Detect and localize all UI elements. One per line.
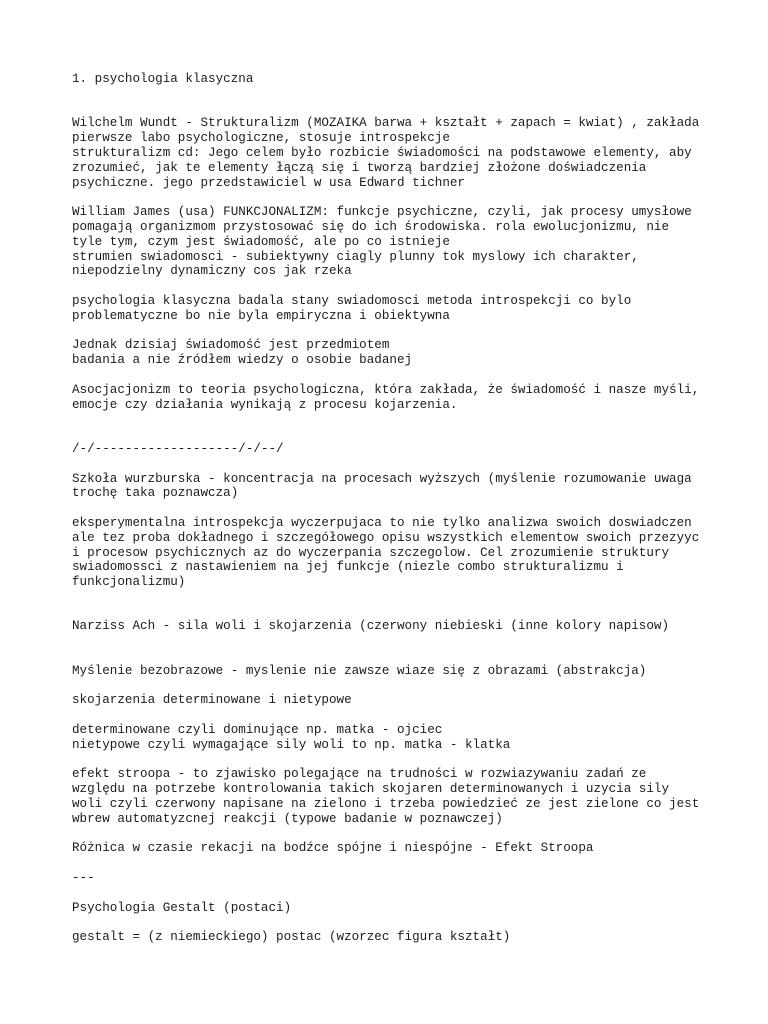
text-line: efekt stroopa - to zjawisko polegające na trudności w rozwiazywaniu zadań ze bbox=[72, 767, 647, 782]
paragraph-wundt bbox=[72, 116, 732, 190]
paragraph-gap bbox=[72, 368, 732, 383]
paragraph-gap bbox=[72, 753, 732, 768]
text-line: zrozumieć, jak te elementy łączą się i tworzą bardziej złożone doświadczenia bbox=[72, 160, 647, 175]
text-line: psychologia klasyczna badala stany swiadomosci metoda introspekcji co bylo bbox=[72, 293, 632, 308]
text-line: problematyczne bo nie byla empiryczna i obiektywna bbox=[72, 308, 450, 323]
text-line: strumien swiadomosci - subiektywny ciagly plunny tok myslowy ich charakter, bbox=[72, 249, 639, 264]
paragraph-gap bbox=[72, 708, 732, 723]
paragraph-gap bbox=[72, 679, 732, 694]
text-line: Myślenie bezobrazowe - myslenie nie zawsze wiaze się z obrazami (abstrakcja) bbox=[72, 663, 647, 678]
paragraph-klasyczna-badala bbox=[72, 294, 732, 324]
text-line: nietypowe czyli wymagające sily woli to np. matka - klatka bbox=[72, 737, 511, 752]
text-line: 1. psychologia klasyczna bbox=[72, 72, 254, 86]
text-line: badania a nie źródłem wiedzy o osobie badanej bbox=[72, 353, 413, 368]
paragraph-determinowane bbox=[72, 723, 732, 753]
text-line: względu na potrzebe kontrolowania takich skojaren determinowanych i uzycia sily bbox=[72, 782, 670, 797]
paragraph-wurzburska bbox=[72, 472, 732, 502]
paragraph-james bbox=[72, 205, 732, 279]
text-line: emocje czy działania wynikają z procesu kojarzenia. bbox=[72, 397, 458, 412]
text-line: Asocjacjonizm to teoria psychologiczna, która zakłada, że świadomość i nasze myśli, bbox=[72, 382, 700, 397]
paragraph-gap bbox=[72, 324, 732, 339]
text-line: pierwsze labo psychologiczne, stosuje introspekcje bbox=[72, 131, 450, 146]
text-line: Jednak dzisiaj świadomość jest przedmiotem bbox=[72, 338, 390, 353]
text-line: woli czyli czerwony napisane na zielono i trzeba powiedzieć ze jest zielone co jest bbox=[72, 797, 700, 812]
paragraph-separator-1 bbox=[72, 442, 732, 457]
paragraph-gap bbox=[72, 827, 732, 842]
text-line: swiadomossci z nastawieniem na jej funkcje (niezle combo strukturalizmu i bbox=[72, 560, 624, 575]
text-line: gestalt = (z niemieckiego) postac (wzorzec figura kształt) bbox=[72, 930, 511, 945]
paragraph-gestalt-def bbox=[72, 930, 732, 945]
paragraph-gap bbox=[72, 590, 732, 620]
paragraph-separator-2 bbox=[72, 871, 732, 886]
text-line: Narziss Ach - sila woli i skojarzenia (czerwony niebieski (inne kolory napisow) bbox=[72, 619, 670, 634]
paragraph-gap bbox=[72, 457, 732, 472]
paragraph-gap bbox=[72, 856, 732, 871]
paragraph-gap bbox=[72, 886, 732, 901]
paragraph-eksperymentalna bbox=[72, 516, 732, 590]
text-line: i procesow psychicznych az do wyczerpania szczegolow. Cel zrozumienie struktury bbox=[72, 545, 670, 560]
text-line: Różnica w czasie rekacji na bodźce spójne i niespójne - Efekt Stroopa bbox=[72, 841, 594, 856]
paragraph-gap bbox=[72, 87, 732, 117]
paragraph-gap bbox=[72, 190, 732, 205]
paragraph-roznica bbox=[72, 841, 732, 856]
paragraph-gestalt-heading bbox=[72, 901, 732, 916]
text-line: pomagają organizmom przystosować się do ich środowiska. rola ewolucjonizmu, nie bbox=[72, 219, 670, 234]
text-line: /-/-------------------/-/--/ bbox=[72, 441, 284, 456]
text-line: Psychologia Gestalt (postaci) bbox=[72, 900, 292, 915]
paragraph-gap bbox=[72, 412, 732, 442]
document-text bbox=[72, 72, 732, 945]
text-line: trochę taka poznawcza) bbox=[72, 486, 239, 501]
paragraph-jednak bbox=[72, 338, 732, 368]
text-line: William James (usa) FUNKCJONALIZM: funkcje psychiczne, czyli, jak procesy umysłowe bbox=[72, 205, 692, 220]
text-line: --- bbox=[72, 871, 95, 886]
paragraph-asocjacjonizm bbox=[72, 383, 732, 413]
paragraph-gap bbox=[72, 279, 732, 294]
text-line: skojarzenia determinowane i nietypowe bbox=[72, 693, 352, 708]
text-line: strukturalizm cd: Jego celem było rozbicie świadomości na podstawowe elementy, aby bbox=[72, 145, 692, 160]
text-line: determinowane czyli dominujące np. matka - ojciec bbox=[72, 723, 443, 738]
paragraph-gap bbox=[72, 501, 732, 516]
paragraph-skojarzenia bbox=[72, 693, 732, 708]
text-line: funkcjonalizmu) bbox=[72, 575, 186, 590]
paragraph-gap bbox=[72, 634, 732, 664]
text-line: Wilchelm Wundt - Strukturalizm (MOZAIKA barwa + kształt + zapach = kwiat) , zakłada bbox=[72, 116, 700, 131]
paragraph-gap bbox=[72, 915, 732, 930]
paragraph-narziss bbox=[72, 619, 732, 634]
text-line: Szkoła wurzburska - koncentracja na procesach wyższych (myślenie rozumowanie uwaga bbox=[72, 471, 692, 486]
text-line: eksperymentalna introspekcja wyczerpujaca to nie tylko analizwa swoich doswiadczen bbox=[72, 515, 692, 530]
text-line: ale tez proba dokładnego i szczegółowego opisu wszystkich elementow swoich przezyyc bbox=[72, 530, 700, 545]
text-line: wbrew automatyzcnej reakcji (typowe badanie w poznawczej) bbox=[72, 811, 503, 826]
paragraph-bezobrazowe bbox=[72, 664, 732, 679]
text-line: psychiczne. jego przedstawiciel w usa Edward tichner bbox=[72, 175, 465, 190]
text-line: tyle tym, czym jest świadomość, ale po co istnieje bbox=[72, 234, 450, 249]
paragraph-stroop bbox=[72, 767, 732, 826]
text-line: niepodzielny dynamiczny cos jak rzeka bbox=[72, 264, 352, 279]
paragraph-heading-1 bbox=[72, 72, 732, 87]
